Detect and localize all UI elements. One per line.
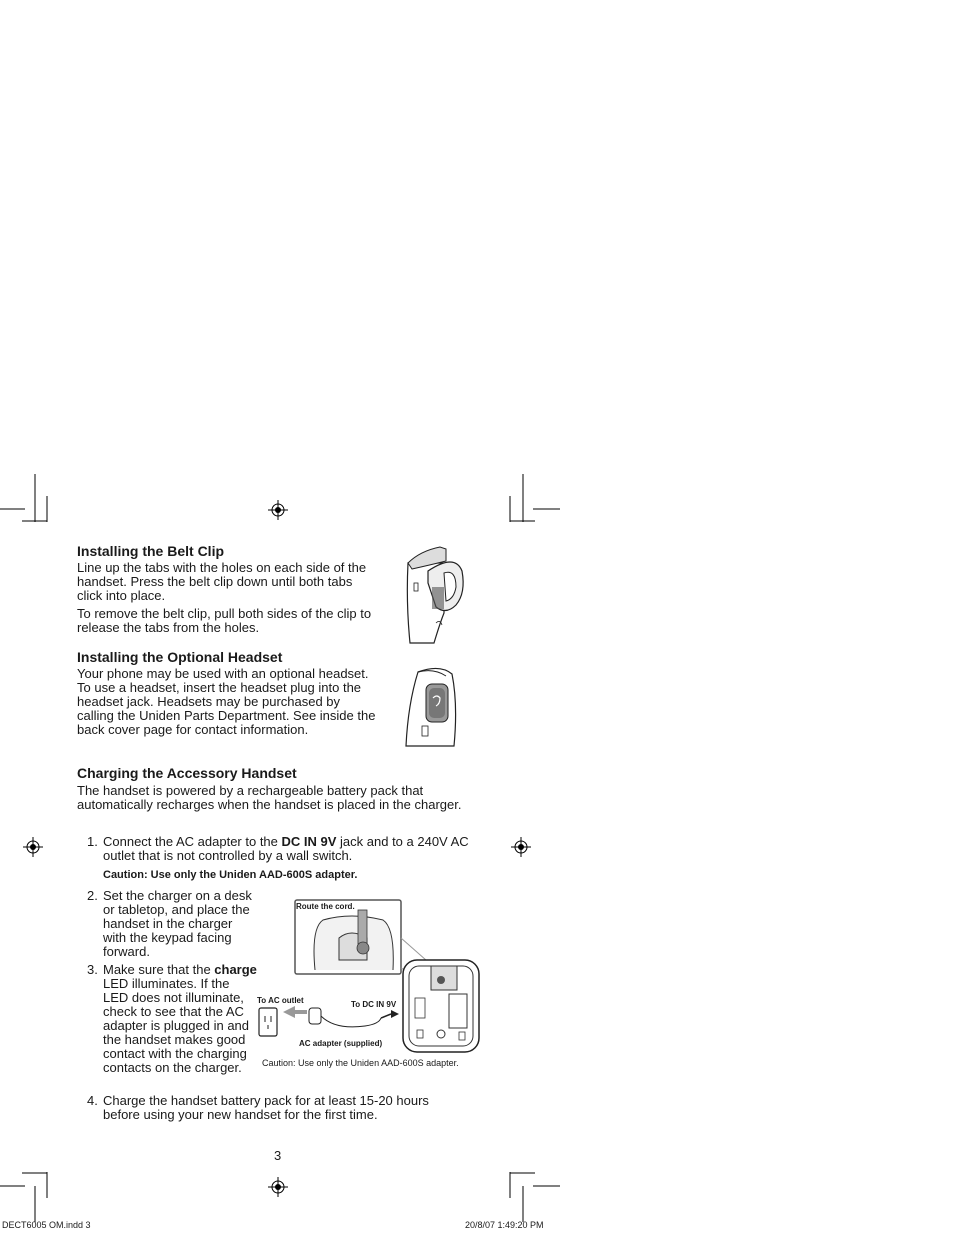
ac-adapter-label: AC adapter (supplied) bbox=[299, 1039, 383, 1048]
charging-paragraph: The handset is powered by a rechargeable battery pack that automatically recharges when the handset is placed in the charger. bbox=[77, 783, 462, 812]
step-1-text-pre: Connect the AC adapter to the bbox=[103, 834, 282, 849]
headset-heading: Installing the Optional Headset bbox=[77, 649, 283, 665]
footer-timestamp: 20/8/07 1:49:20 PM bbox=[465, 1220, 544, 1230]
step-2-number: 2. bbox=[87, 888, 98, 903]
diagram-caution: Caution: Use only the Uniden AAD-600S adapter. bbox=[262, 1058, 459, 1068]
belt-clip-illustration bbox=[400, 543, 470, 648]
headset-paragraph: Your phone may be used with an optional headset. To use a headset, insert the headset plug into the headset jack. Headsets may be purchased by calling the Uniden Parts Department. See inside the back cover page for contact information. bbox=[77, 666, 376, 737]
step-4-number: 4. bbox=[87, 1093, 98, 1108]
charging-heading: Charging the Accessory Handset bbox=[77, 765, 297, 781]
belt-clip-heading: Installing the Belt Clip bbox=[77, 543, 225, 559]
step-1-text-post: jack and to a 240V AC outlet that is not controlled by a wall switch. bbox=[103, 834, 469, 863]
step-4-text: Charge the handset battery pack for at least 15-20 hours before using your new handset for the first time. bbox=[103, 1093, 429, 1122]
step-1-text bbox=[103, 835, 481, 863]
page-number: 3 bbox=[274, 1148, 282, 1163]
step-3-number: 3. bbox=[87, 962, 98, 977]
charger-diagram bbox=[255, 898, 485, 1058]
registration-mark-top bbox=[268, 500, 288, 520]
step-3-text bbox=[103, 963, 258, 1075]
belt-clip-paragraph-2: To remove the belt clip, pull both sides of the clip to release the tabs from the holes. bbox=[77, 606, 372, 635]
footer-file-name: DECT6005 OM.indd 3 bbox=[2, 1220, 91, 1230]
step-2-text: Set the charger on a desk or tabletop, and place the handset in the charger with the keypad facing forward. bbox=[103, 888, 252, 959]
crop-mark-top-left bbox=[0, 474, 60, 524]
crop-mark-bottom-right bbox=[505, 1172, 565, 1222]
registration-mark-left bbox=[23, 837, 43, 857]
step-1-caution: Caution: Use only the Uniden AAD-600S adapter. bbox=[103, 869, 358, 881]
step-1-number: 1. bbox=[87, 834, 98, 849]
to-dc-in-label: To DC IN 9V bbox=[351, 1000, 397, 1009]
crop-mark-bottom-left bbox=[0, 1172, 60, 1222]
registration-mark-right bbox=[511, 837, 531, 857]
step-3-text-post: LED illuminates. If the LED does not illuminate, check to see that the AC adapter is plugged in and the handset makes good contact with the charging contacts on the charger. bbox=[103, 976, 250, 1075]
to-ac-outlet-label: To AC outlet bbox=[257, 996, 304, 1005]
registration-mark-bottom bbox=[268, 1177, 288, 1197]
belt-clip-paragraph-1: Line up the tabs with the holes on each side of the handset. Press the belt clip down until both tabs click into place. bbox=[77, 560, 367, 603]
charge-led-label: charge bbox=[214, 962, 257, 977]
step-3-text-pre: Make sure that the bbox=[103, 962, 215, 977]
headset-jack-illustration bbox=[400, 664, 462, 750]
dc-in-9v-label: DC IN 9V bbox=[281, 834, 337, 849]
crop-mark-top-right bbox=[505, 474, 565, 524]
route-cord-label: Route the cord. bbox=[296, 902, 355, 911]
